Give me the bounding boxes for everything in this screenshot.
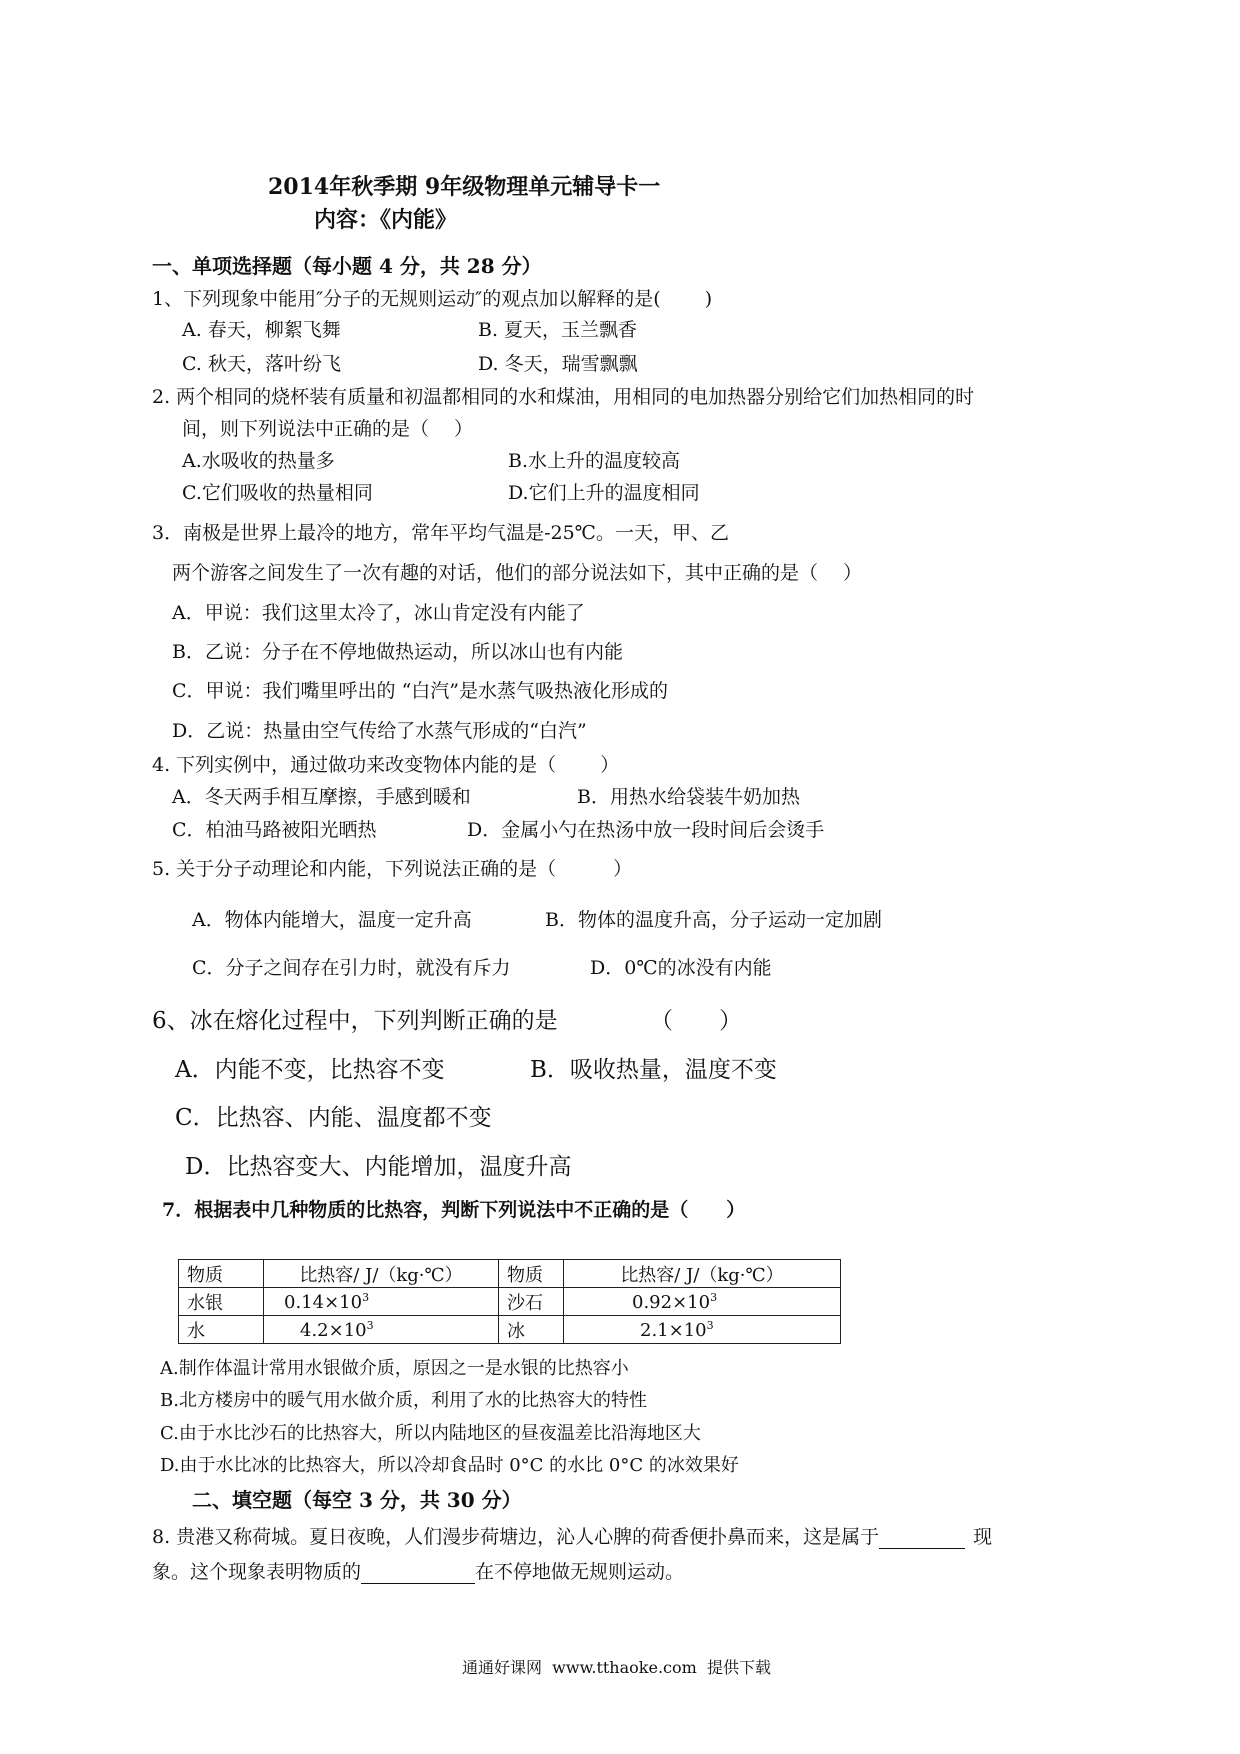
- question-8-text-2: 现: [973, 1526, 993, 1548]
- table-cell: $4.2\times 10^3$: [264, 1316, 499, 1344]
- question-7-option-d: D.由于水比冰的比热容大，所以冷却食品时 0°C 的水比 0°C 的冰效果好: [160, 1455, 739, 1476]
- question-3-option-c: C．甲说：我们嘴里呼出的 “白汽”是水蒸气吸热液化形成的: [172, 680, 669, 702]
- page-title: 2014年秋季期 9年级物理单元辅导卡一: [268, 174, 661, 200]
- table-row: [179, 1288, 841, 1316]
- question-8-line2: [152, 1557, 684, 1584]
- question-6-option-c: C．比热容、内能、温度都不变: [175, 1105, 492, 1131]
- question-5-option-c: C．分子之间存在引力时，就没有斥力: [192, 957, 511, 979]
- table-cell: 冰: [499, 1316, 564, 1344]
- question-3-stem-line1: 3．南极是世界上最冷的地方，常年平均气温是-25℃。一天，甲、乙: [152, 522, 729, 544]
- question-5-option-d: D．0℃的冰没有内能: [590, 957, 772, 979]
- table-cell: 沙石: [499, 1288, 564, 1316]
- section-heading-fill-in: 二、填空题（每空 3 分，共 30 分）: [192, 1488, 522, 1512]
- question-6-option-d: D．比热容变大、内能增加，温度升高: [185, 1154, 572, 1180]
- question-8-text-4: 在不停地做无规则运动。: [475, 1561, 685, 1583]
- question-2-option-b: B.水上升的温度较高: [508, 450, 681, 472]
- question-8-line1: [152, 1522, 992, 1549]
- question-1-option-b: B. 夏天，玉兰飘香: [478, 319, 638, 341]
- question-5-option-b: B．物体的温度升高，分子运动一定加剧: [545, 909, 882, 931]
- question-3-stem-line2: 两个游客之间发生了一次有趣的对话，他们的部分说法如下，其中正确的是（ ）: [172, 562, 863, 584]
- table-cell: $0.92\times 10^3$: [564, 1288, 841, 1316]
- question-2-option-d: D.它们上升的温度相同: [508, 482, 700, 504]
- answer-blank-2[interactable]: [361, 1561, 475, 1584]
- table-cell: $2.1\times 10^3$: [564, 1316, 841, 1344]
- table-header-cell: 物质: [179, 1260, 264, 1288]
- question-8-text-3: 象。这个现象表明物质的: [152, 1561, 362, 1583]
- question-1-option-a: A. 春天，柳絮飞舞: [182, 319, 341, 341]
- question-4-option-a: A．冬天两手相互摩擦，手感到暖和: [172, 786, 471, 808]
- table-header-row: [179, 1260, 841, 1288]
- question-2-option-c: C.它们吸收的热量相同: [182, 482, 373, 504]
- footer-source: 通通好课网 www.tthaoke.com 提供下载: [462, 1658, 771, 1677]
- question-6-option-a: A．内能不变，比热容不变: [175, 1057, 445, 1083]
- section-heading-choice: 一、单项选择题（每小题 4 分，共 28 分）: [152, 254, 542, 278]
- table-header-cell: 比热容/ J/（kg·℃）: [564, 1260, 841, 1288]
- question-1-option-d: D. 冬天，瑞雪飘飘: [478, 353, 638, 375]
- table-cell: 水: [179, 1316, 264, 1344]
- question-3-option-d: D．乙说：热量由空气传给了水蒸气形成的“白汽”: [172, 720, 587, 742]
- question-2-option-a: A.水吸收的热量多: [182, 450, 335, 472]
- question-4-option-b: B．用热水给袋装牛奶加热: [577, 786, 800, 808]
- question-6-answer-paren: （ ）: [650, 1008, 742, 1034]
- table-cell: 水银: [179, 1288, 264, 1316]
- table-header-cell: 物质: [499, 1260, 564, 1288]
- question-2-stem-line2: 间，则下列说法中正确的是（ ）: [182, 418, 474, 440]
- question-8-text-1: 8. 贵港又称荷城。夏日夜晚，人们漫步荷塘边，沁人心脾的荷香便扑鼻而来，这是属于: [152, 1526, 880, 1548]
- question-4-option-d: D．金属小勺在热汤中放一段时间后会烫手: [467, 819, 825, 841]
- table-header-cell: 比热容/ J/（kg·℃）: [264, 1260, 499, 1288]
- question-1-option-c: C. 秋天，落叶纷飞: [182, 353, 341, 375]
- question-7-stem: 7．根据表中几种物质的比热容，判断下列说法中不正确的是（ ）: [162, 1199, 746, 1221]
- table-row: [179, 1316, 841, 1344]
- question-3-option-b: B．乙说：分子在不停地做热运动，所以冰山也有内能: [172, 641, 623, 663]
- question-3-option-a: A．甲说：我们这里太冷了，冰山肯定没有内能了: [172, 602, 585, 624]
- question-7-option-a: A.制作体温计常用水银做介质，原因之一是水银的比热容小: [160, 1358, 629, 1379]
- question-5-option-a: A．物体内能增大，温度一定升高: [192, 909, 472, 931]
- question-7-option-c: C.由于水比沙石的比热容大，所以内陆地区的昼夜温差比沿海地区大: [160, 1423, 701, 1444]
- question-6-stem: 6、冰在熔化过程中，下列判断正确的是: [152, 1008, 558, 1034]
- question-1-stem: 1、下列现象中能用″分子的无规则运动″的观点加以解释的是( ): [152, 288, 713, 310]
- answer-blank-1[interactable]: [879, 1526, 965, 1549]
- question-6-option-b: B．吸收热量，温度不变: [530, 1057, 777, 1083]
- question-7-option-b: B.北方楼房中的暖气用水做介质，利用了水的比热容大的特性: [160, 1390, 647, 1411]
- specific-heat-table: [178, 1259, 841, 1344]
- table-cell: $0.14\times 10^3$: [264, 1288, 499, 1316]
- question-4-option-c: C．柏油马路被阳光晒热: [172, 819, 377, 841]
- question-2-stem-line1: 2. 两个相同的烧杯装有质量和初温都相同的水和煤油，用相同的电加热器分别给它们加热相同的时: [152, 386, 975, 408]
- question-4-stem: 4. 下列实例中，通过做功来改变物体内能的是（ ）: [152, 754, 620, 776]
- page-subtitle: 内容：《内能》: [314, 207, 458, 233]
- question-5-stem: 5. 关于分子动理论和内能，下列说法正确的是（ ）: [152, 858, 633, 880]
